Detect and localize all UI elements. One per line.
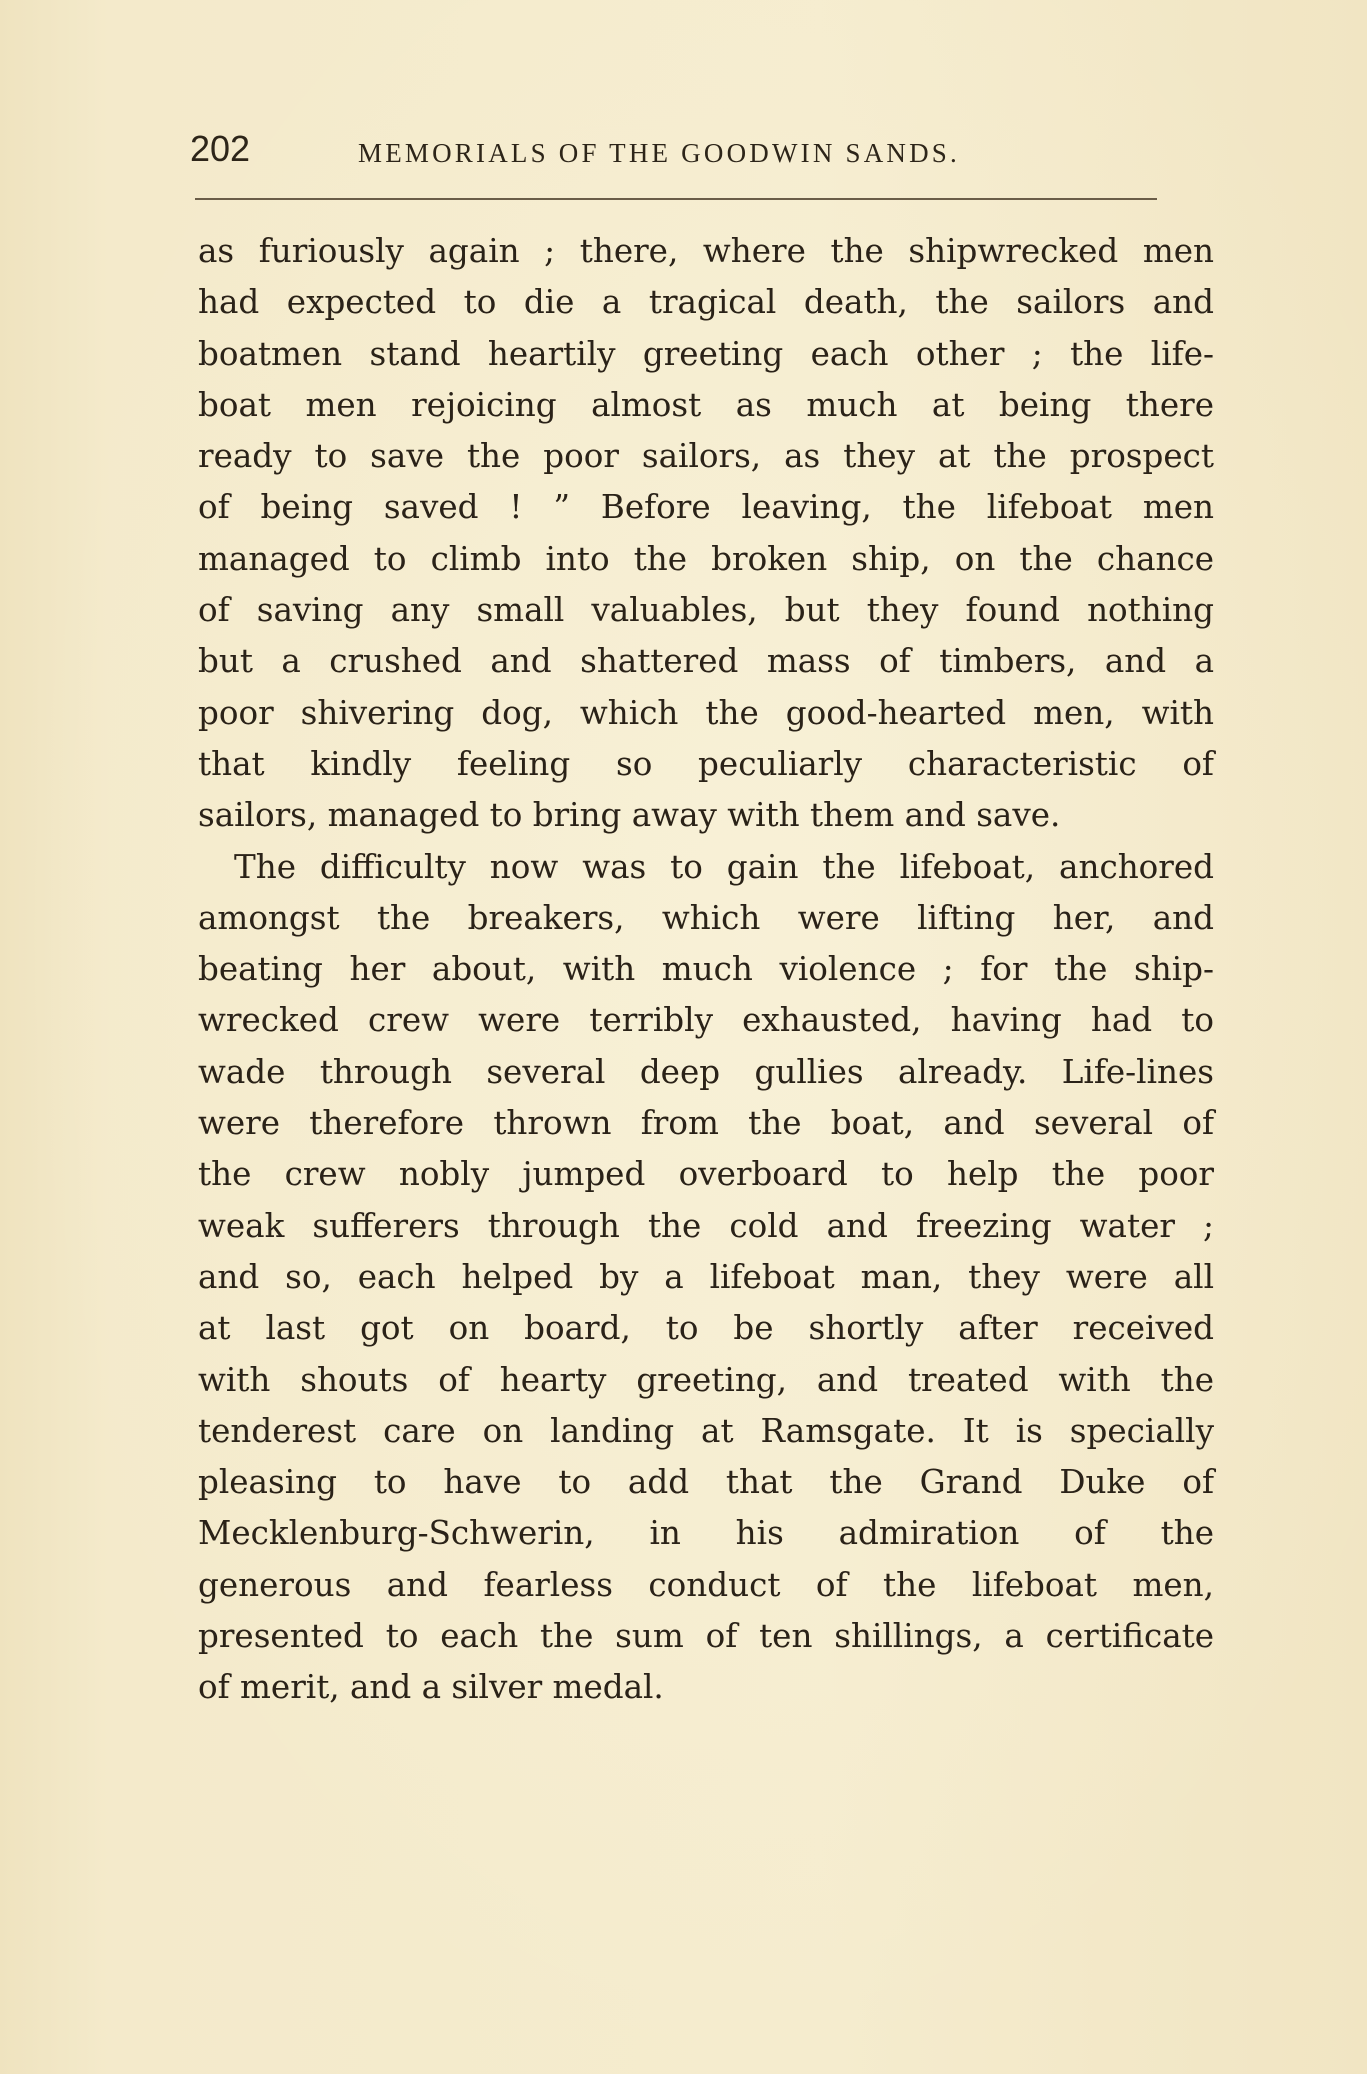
text-line: weak sufferers through the cold and freezing water ;	[198, 1206, 1214, 1245]
text-line: that kindly feeling so peculiarly characteristic of	[198, 744, 1214, 783]
text-line: at last got on board, to be shortly after received	[198, 1309, 1214, 1348]
text-line: the crew nobly jumped overboard to help the poor	[198, 1155, 1214, 1194]
text-line: of merit, and a silver medal.	[198, 1668, 664, 1707]
text-line: but a crushed and shattered mass of timbers, and a	[198, 642, 1214, 681]
text-line: were therefore thrown from the boat, and several of	[198, 1104, 1214, 1143]
text-line: beating her about, with much violence ; for the ship-	[198, 950, 1214, 989]
text-line: and so, each helped by a lifeboat man, they were all	[198, 1257, 1214, 1296]
body-text	[198, 226, 1214, 1714]
text-line: pleasing to have to add that the Grand Duke of	[198, 1463, 1214, 1502]
running-head: MEMORIALS OF THE GOODWIN SANDS.	[358, 138, 960, 168]
text-line: boatmen stand heartily greeting each other ; the life-	[198, 334, 1214, 373]
text-line: generous and fearless conduct of the lifeboat men,	[198, 1565, 1214, 1604]
text-line: sailors, managed to bring away with them and save.	[198, 796, 1061, 835]
text-line: amongst the breakers, which were lifting her, and	[198, 898, 1214, 937]
text-line: wade through several deep gullies already. Life-lines	[198, 1052, 1214, 1091]
text-line: Mecklenburg-Schwerin, in his admiration of the	[198, 1514, 1214, 1553]
text-line: presented to each the sum of ten shillings, a certificate	[198, 1617, 1214, 1656]
page-header	[190, 128, 1162, 178]
header-rule	[195, 198, 1157, 200]
page-number: 202	[190, 128, 251, 169]
text-line: managed to climb into the broken ship, on the chance	[198, 539, 1214, 578]
text-line: of saving any small valuables, but they found nothing	[198, 591, 1214, 630]
text-line: of being saved ! ” Before leaving, the lifeboat men	[198, 488, 1214, 527]
text-line: with shouts of hearty greeting, and treated with the	[198, 1360, 1214, 1399]
text-line: as furiously again ; there, where the shipwrecked men	[198, 232, 1214, 270]
text-line: poor shivering dog, which the good-hearted men, with	[198, 693, 1214, 732]
text-line: tenderest care on landing at Ramsgate. It is specially	[198, 1411, 1214, 1450]
text-line: The difficulty now was to gain the lifeboat, anchored	[234, 847, 1214, 886]
text-line: wrecked crew were terribly exhausted, having had to	[198, 1001, 1214, 1040]
text-line: boat men rejoicing almost as much at being there	[198, 385, 1214, 424]
text-line: had expected to die a tragical death, the sailors and	[198, 283, 1214, 322]
text-line: ready to save the poor sailors, as they at the prospect	[198, 437, 1214, 476]
